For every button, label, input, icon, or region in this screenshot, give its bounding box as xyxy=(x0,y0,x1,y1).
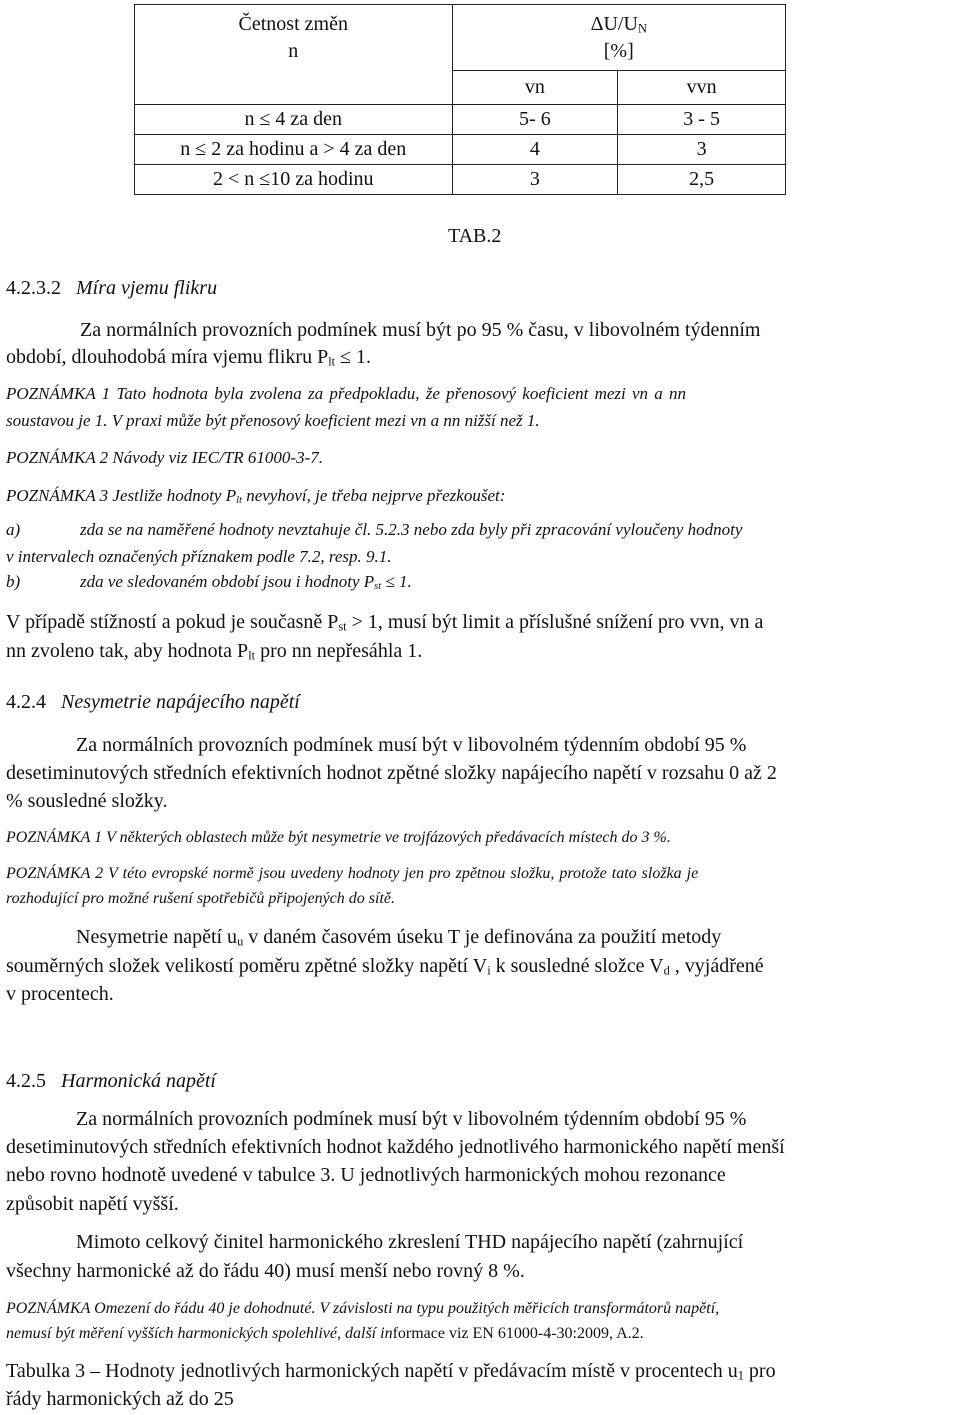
col-vvn: vvn xyxy=(618,71,786,105)
table-row: 2 < n ≤10 za hodinu 3 2,5 xyxy=(135,165,786,195)
paragraph-unbalance-def-2: souměrných složek velikostí poměru zpětné složky napětí $V_i$ k sousledné složce $V_d$ , vyjádřené xyxy=(6,955,764,978)
section-heading-flicker: 4.2.3.2 Míra vjemu flikru xyxy=(6,277,218,299)
note-3: POZNÁMKA 3 Jestliže hodnoty $P_{lt}$ nevyhoví, je třeba nejprve přezkoušet: xyxy=(6,486,506,507)
table-3-title: Tabulka 3 – Hodnoty jednotlivých harmonických napětí v předávacím místě v procentech $u_1$ pro xyxy=(6,1360,776,1383)
note-harmonics-2: nemusí být měření vyšších harmonických spolehlivé, další informace viz EN 61000-4-30:2009, A.2. xyxy=(6,1325,644,1342)
header-voltage-change: $\Delta U/U_N$ [%] xyxy=(452,5,785,71)
paragraph-complaints-1: V případě stížností a pokud je současně $P_{st} > 1$, musí být limit a příslušné snížení pro vvn, vn a xyxy=(6,611,764,634)
table-row: n ≤ 4 za den 5- 6 3 - 5 xyxy=(135,105,786,135)
paragraph-unbalance-def-1: Nesymetrie napětí $u_u$ v daném časovém úseku T je definována za použití metody xyxy=(76,926,722,949)
table-caption: TAB.2 xyxy=(448,225,502,247)
paragraph-flicker-limit: období, dlouhodobá míra vjemu flikru $P_{lt} \le 1$. xyxy=(6,346,372,369)
paragraph-complaints-2: nn zvoleno tak, aby hodnota $P_{lt}$ pro nn nepřesáhla 1. xyxy=(6,640,423,663)
header-frequency: Četnost změn n xyxy=(135,5,453,71)
table-2 xyxy=(134,4,786,195)
note-item-b: zda ve sledovaném období jsou i hodnoty $P_{st} \le 1$. xyxy=(80,572,412,593)
col-vn: vn xyxy=(452,71,618,105)
section-heading-harmonics: 4.2.5 Harmonická napětí xyxy=(6,1070,216,1092)
section-heading-unbalance: 4.2.4 Nesymetrie napájecího napětí xyxy=(6,691,300,713)
table-row: n ≤ 2 za hodinu a > 4 za den 4 3 xyxy=(135,135,786,165)
